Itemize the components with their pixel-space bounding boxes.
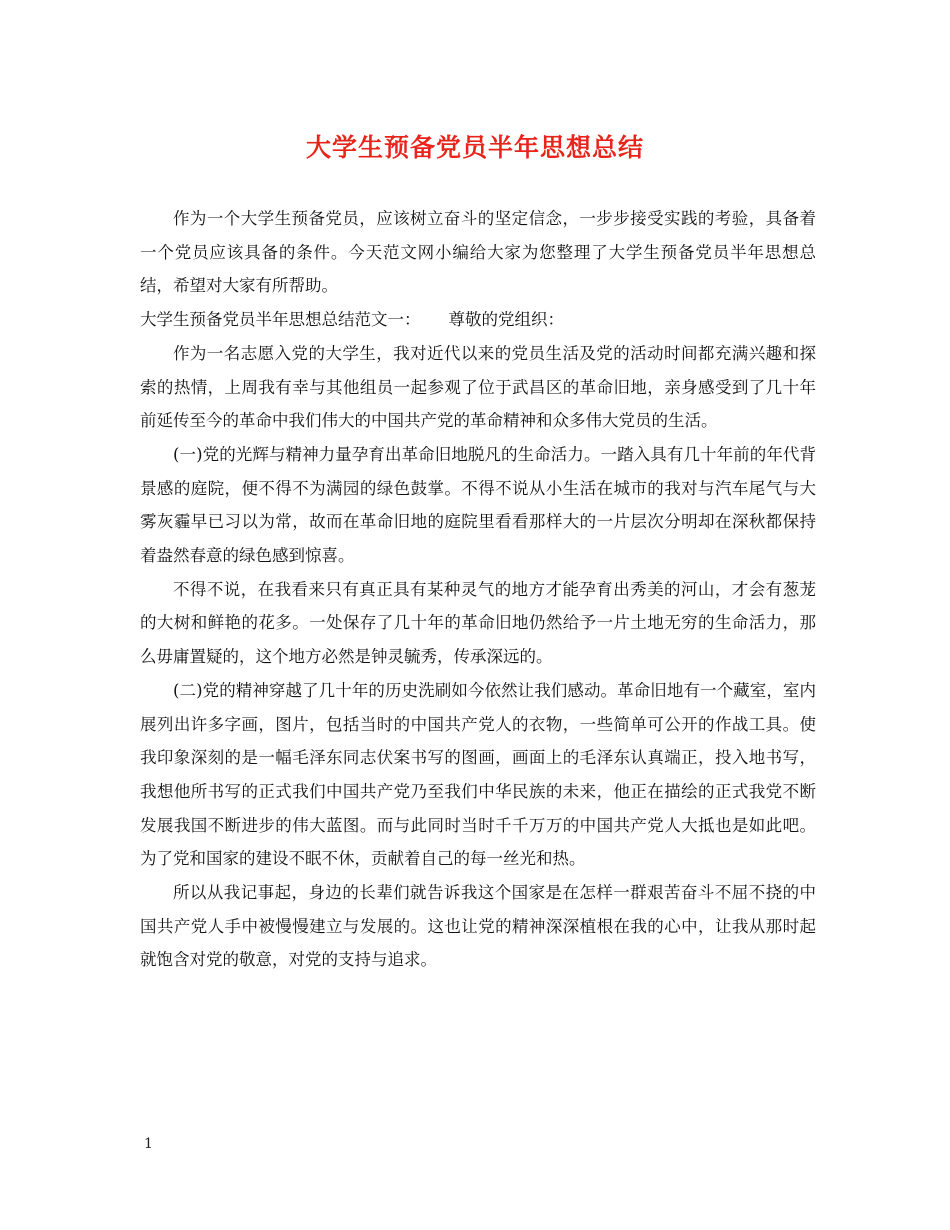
body-paragraph: (二)党的精神穿越了几十年的历史洗刷如今依然让我们感动。革命旧地有一个藏室，室内展列出许多字画，图片，包括当时的中国共产党人的衣物，一些简单可公开的作战工具。使我印象深刻的是一幅毛泽东同志伏案书写的图画，画面上的毛泽东认真端正，投入地书写，我想他所书写的正式我们中国共产党乃至我们中华民族的未来，他正在描绘的正式我党不断发展我国不断进步的伟大蓝图。而与此同时当时千千万万的中国共产党人大抵也是如此吧。为了党和国家的建设不眠不休，贡献着自己的每一丝光和热。 xyxy=(140,680,816,869)
document-title: 大学生预备党员半年思想总结 xyxy=(305,133,644,162)
sample-heading: 大学生预备党员半年思想总结范文一： xyxy=(140,310,421,330)
document-body xyxy=(140,202,816,977)
body-paragraph: 不得不说，在我看来只有真正具有某种灵气的地方才能孕育出秀美的河山，才会有葱茏的大树和鲜艳的花多。一处保存了几十年的革命旧地仍然给予一片土地无穷的生命活力，那么毋庸置疑的，这个地方必然是钟灵毓秀，传承深远的。 xyxy=(140,579,816,667)
intro-paragraph: 作为一个大学生预备党员，应该树立奋斗的坚定信念，一步步接受实践的考验，具备着一个党员应该具备的条件。今天范文网小编给大家为您整理了大学生预备党员半年思想总结，希望对大家有所帮助。 xyxy=(140,209,816,296)
body-paragraph: (一)党的光辉与精神力量孕育出革命旧地脱凡的生命活力。一踏入具有几十年前的年代背景感的庭院，便不得不为满园的绿色鼓掌。不得不说从小生活在城市的我对与汽车尾气与大雾灰霾早已习以为常，故而在革命旧地的庭院里看看那样大的一片层次分明却在深秋都保持着盎然春意的绿色感到惊喜。 xyxy=(140,444,816,566)
body-paragraph: 所以从我记事起，身边的长辈们就告诉我这个国家是在怎样一群艰苦奋斗不屈不挠的中国共产党人手中被慢慢建立与发展的。这也让党的精神深深植根在我的心中，让我从那时起就饱含对党的敬意，对党的支持与追求。 xyxy=(140,883,816,970)
greeting: 尊敬的党组织： xyxy=(448,310,564,330)
page-number: 1 xyxy=(144,1136,153,1152)
sample-heading-line xyxy=(140,303,816,337)
body-paragraph: 作为一名志愿入党的大学生，我对近代以来的党员生活及党的活动时间都充满兴趣和探索的热情，上周我有幸与其他组员一起参观了位于武昌区的革命旧地，亲身感受到了几十年前延传至今的革命中我们伟大的中国共产党的革命精神和众多伟大党员的生活。 xyxy=(140,343,816,431)
